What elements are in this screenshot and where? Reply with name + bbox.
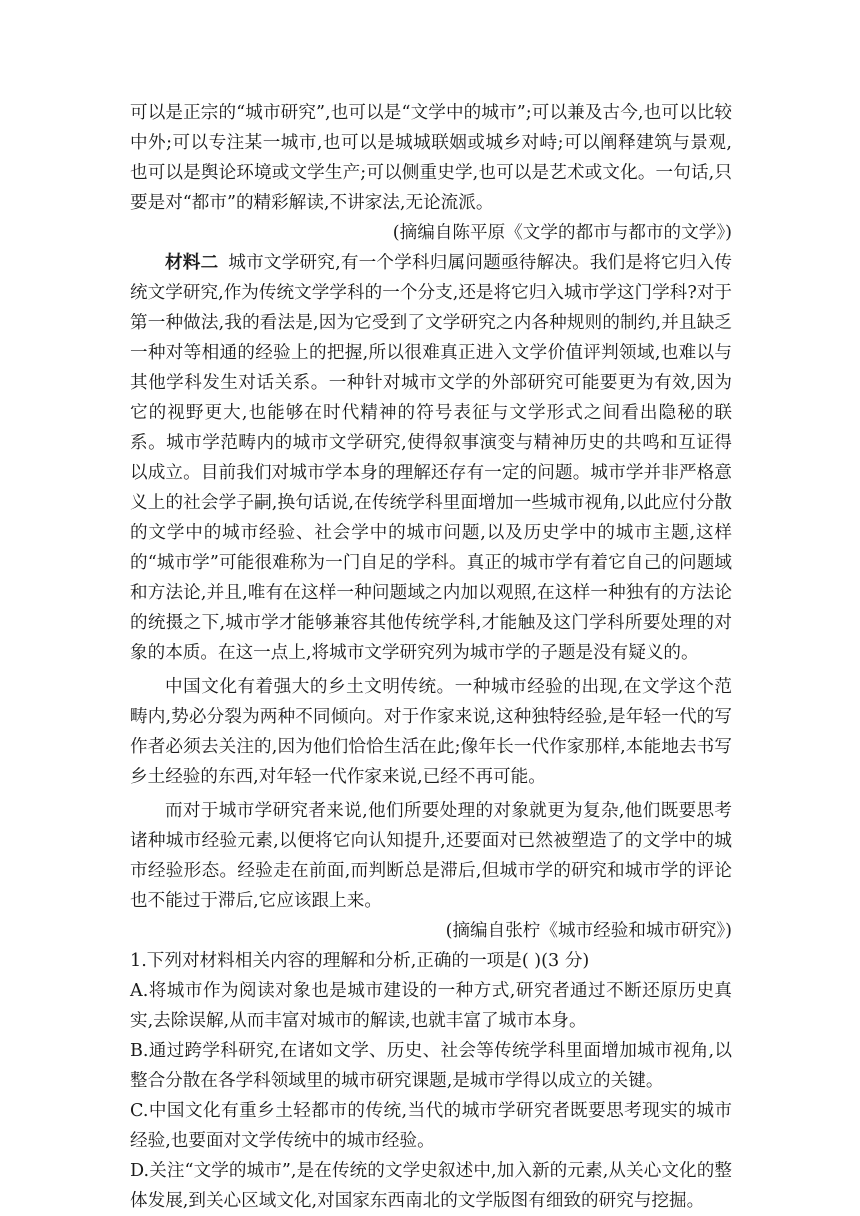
option-a: A.将城市作为阅读对象也是城市建设的一种方式,研究者通过不断还原历史真实,去除误解,从而丰富对城市的解读,也就丰富了城市本身。: [130, 981, 732, 1031]
material-two-paragraph-2: 中国文化有着强大的乡土文明传统。一种城市经验的出现,在文学这个范畴内,势必分裂为两种不同倾向。对于作家来说,这种独特经验,是年轻一代的写作者必须去关注的,因为他们恰恰生活在此;像年长一代作家那样,本能地去书写乡土经验的东西,对年轻一代作家来说,已经不再可能。: [130, 677, 732, 787]
material-two-paragraph-3: 而对于城市学研究者来说,他们所要处理的对象就更为复杂,他们既要思考诸种城市经验元素,以便将它向认知提升,还要面对已然被塑造了的文学中的城市经验形态。经验走在前面,而判断总是滞后,但城市学的研究和城市学的评论也不能过于滞后,它应该跟上来。: [130, 801, 732, 911]
material-two-label: 材料二: [165, 252, 219, 273]
option-d: D.关注“文学的城市”,是在传统的文学史叙述中,加入新的元素,从关心文化的整体发展,到关心区域文化,对国家东西南北的文学版图有细致的研究与挖掘。: [130, 1161, 732, 1211]
document-body: [130, 98, 732, 1216]
question-stem: 1.下列对材料相关内容的理解和分析,正确的一项是( )(3 分): [130, 951, 590, 971]
material-one-tail-paragraph: 可以是正宗的“城市研究”,也可以是“文学中的城市”;可以兼及古今,也可以比较中外;可以专注某一城市,也可以是城城联姻或城乡对峙;可以阐释建筑与景观,也可以是舆论环境或文学生产;可以侧重史学,也可以是艺术或文化。一句话,只要是对“都市”的精彩解读,不讲家法,无论流派。: [130, 103, 732, 213]
option-c: C.中国文化有重乡土轻都市的传统,当代的城市学研究者既要思考现实的城市经验,也要面对文学传统中的城市经验。: [130, 1101, 732, 1151]
material-two-paragraph-1-text: 城市文学研究,有一个学科归属问题亟待解决。我们是将它归入传统文学研究,作为传统文学学科的一个分支,还是将它归入城市学这门学科?对于第一种做法,我的看法是,因为它受到了文学研究之内各种规则的制约,并且缺乏一种对等相通的经验上的把握,所以很难真正进入文学价值评判领域,也难以与其他学科发生对话关系。一种针对城市文学的外部研究可能要更为有效,因为它的视野更大,也能够在时代精神的符号表征与文学形式之间看出隐秘的联系。城市学范畴内的城市文学研究,使得叙事演变与精神历史的共鸣和互证得以成立。目前我们对城市学本身的理解还存有一定的问题。城市学并非严格意义上的社会学子嗣,换句话说,在传统学科里面增加一些城市视角,以此应付分散的文学中的城市经验、社会学中的城市问题,以及历史学中的城市主题,这样的“城市学”可能很难称为一门自足的学科。真正的城市学有着它自己的问题域和方法论,并且,唯有在这样一种问题域之内加以观照,在这样一种独有的方法论的统摄之下,城市学才能够兼容其他传统学科,才能触及这门学科所要处理的对象的本质。在这一点上,将城市文学研究列为城市学的子题是没有疑义的。: [130, 253, 732, 663]
material-two-paragraph-1: [130, 248, 732, 668]
source-citation-two: (摘编自张柠《城市经验和城市研究》): [445, 921, 732, 941]
option-b: B.通过跨学科研究,在诸如文学、历史、社会等传统学科里面增加城市视角,以整合分散在各学科领域里的城市研究课题,是城市学得以成立的关键。: [130, 1041, 732, 1091]
source-citation-one: (摘编自陈平原《文学的都市与都市的文学》): [392, 223, 732, 243]
